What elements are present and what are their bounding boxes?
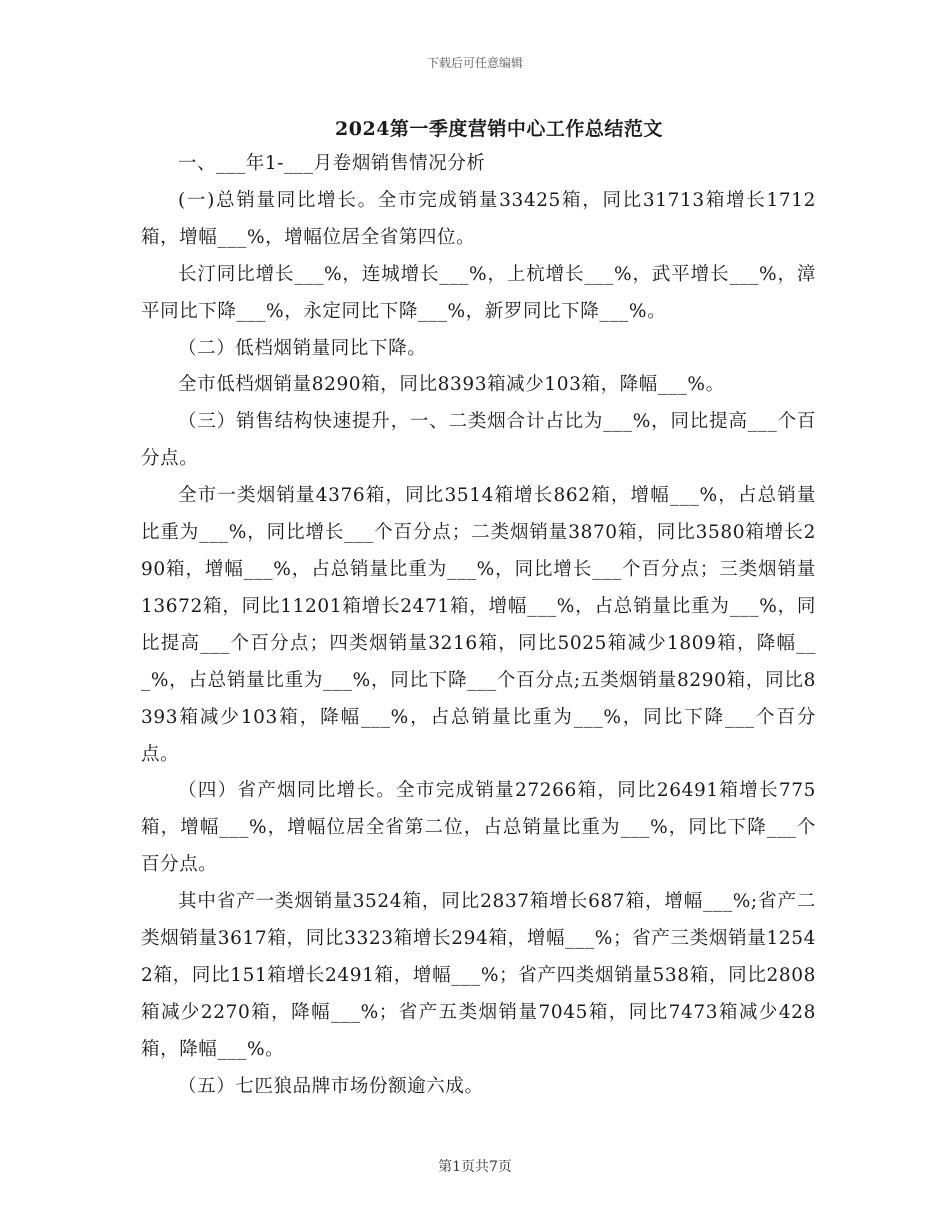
paragraph-provincial-categories: 其中省产一类烟销量3524箱，同比2837箱增长687箱，增幅___%;省产二类烟销量3617箱，同比3323箱增长294箱，增幅___%；省产三类烟销量12542箱，同比151箱增长2491箱，增幅___%；省产四类烟销量538箱，同比2808箱减少2270箱，降幅___%；省产五类烟销量7045箱，同比7473箱减少428箱，降幅___%。 — [141, 891, 816, 1060]
paragraph-category-sales: 全市一类烟销量4376箱，同比3514箱增长862箱，增幅___%，占总销量比重为___%，同比增长___个百分点；二类烟销量3870箱，同比3580箱增长290箱，增幅___%，占总销量比重为___%，同比增长___个百分点；三类烟销量13672箱，同比11201箱增长2471箱，增幅___%，占总销量比重为___%，同比提高___个百分点；四类烟销量3216箱，同比5025箱减少1809箱，降幅___%，占总销量比重为___%，同比下降___个百分点;五类烟销量8290箱，同比8393箱减少103箱，降幅___%，占总销量比重为___%，同比下降___个百分点。 — [141, 485, 816, 765]
paragraph-low-grade-heading: （二）低档烟销量同比下降。 — [178, 337, 427, 359]
paragraph-county-growth: 长汀同比增长___%，连城增长___%，上杭增长___%，武平增长___%，漳平同比下降___%，永定同比下降___%，新罗同比下降___%。 — [141, 263, 816, 322]
paragraph-low-grade-sales: 全市低档烟销量8290箱，同比8393箱减少103箱，降幅___%。 — [178, 374, 725, 396]
paragraph-brand-share-heading: （五）七匹狼品牌市场份额逾六成。 — [178, 1075, 484, 1097]
document-body — [141, 146, 816, 1106]
paragraph-provincial-heading: （四）省产烟同比增长。全市完成销量27266箱，同比26491箱增长775箱，增幅___%，增幅位居全省第二位，占总销量比重为___%，同比下降___个百分点。 — [141, 780, 816, 876]
paragraph-section-heading: 一、___年1-___月卷烟销售情况分析 — [178, 153, 486, 174]
page-header-note: 下载后可任意编辑 — [426, 56, 523, 70]
page-number: 第1页共7页 — [438, 1159, 512, 1175]
paragraph-structure-heading: （三）销售结构快速提升，一、二类烟合计占比为___%，同比提高___个百分点。 — [141, 411, 816, 470]
document-title: 2024第一季度营销中心工作总结范文 — [335, 118, 663, 140]
paragraph-total-sales: (一)总销量同比增长。全市完成销量33425箱，同比31713箱增长1712箱，增幅___%，增幅位居全省第四位。 — [141, 189, 816, 248]
